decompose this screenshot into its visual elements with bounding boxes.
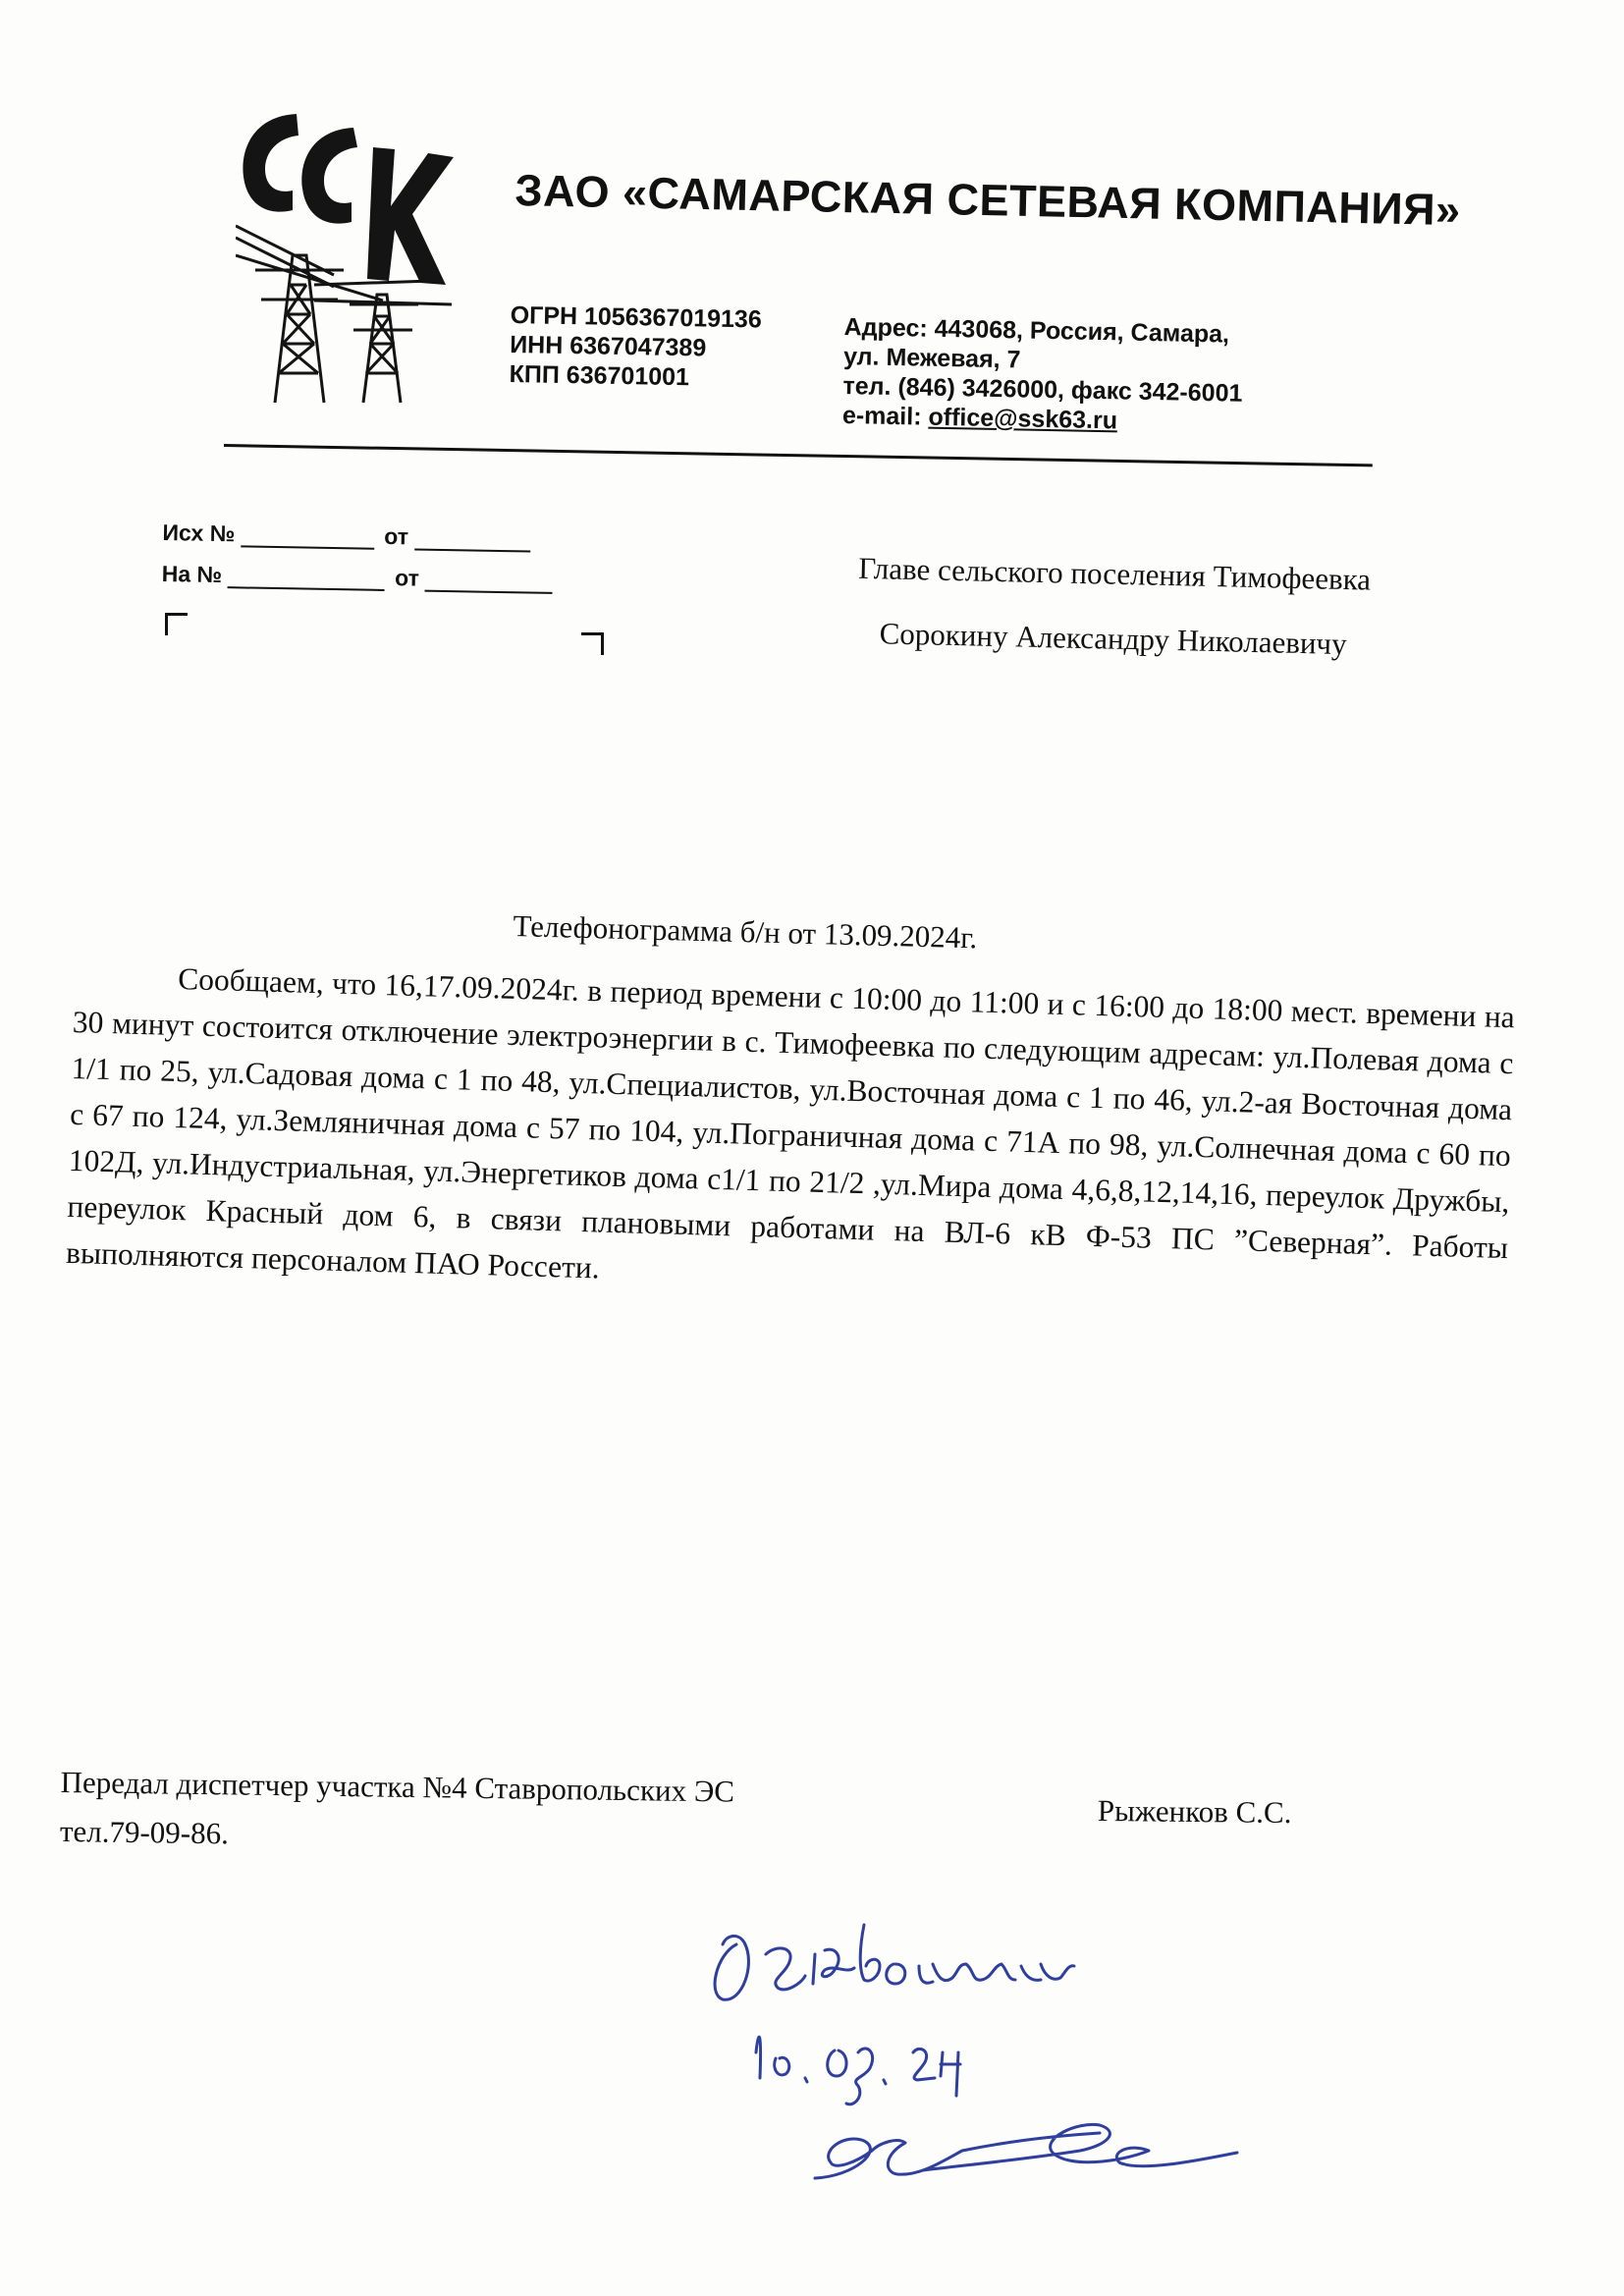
kpp: КПП 636701001 xyxy=(509,359,690,392)
handwritten-acknowledgement xyxy=(687,1886,1296,2210)
incoming-ref-row xyxy=(162,546,554,594)
outgoing-date-field xyxy=(414,526,530,552)
phone-fax: тел. (846) 3426000, факс 342-6001 xyxy=(842,371,1243,408)
outgoing-date-label: от xyxy=(384,522,409,550)
recipient-name: Сорокину Александру Николаевичу xyxy=(879,616,1348,662)
ogrn: ОГРН 1056367019136 xyxy=(510,301,762,334)
document-title: Телефонограмма б/н от 13.09.2024г. xyxy=(513,908,978,956)
recipient-block xyxy=(779,534,1449,679)
email-link[interactable]: office@ssk63.ru xyxy=(928,403,1118,435)
handwritten-acknowledged-note xyxy=(715,1925,1074,1999)
handwritten-date xyxy=(756,2037,960,2105)
inn: ИНН 6367047389 xyxy=(509,330,707,362)
address-line-1: Адрес: 443068, Россия, Самара, xyxy=(843,312,1230,349)
address-corner-mark-left xyxy=(165,613,188,635)
incoming-date-label: от xyxy=(394,565,420,591)
sender-block xyxy=(60,1758,735,1866)
address-corner-mark-right xyxy=(581,632,604,655)
signer-name: Рыженков С.С. xyxy=(1097,1793,1292,1831)
company-name: ЗАО «САМАРСКАЯ СЕТЕВАЯ КОМПАНИЯ» xyxy=(514,165,1462,236)
outgoing-number-field xyxy=(241,523,374,549)
incoming-date-field xyxy=(425,569,553,594)
reference-fields xyxy=(162,505,555,594)
header-divider xyxy=(224,444,1373,466)
handwritten-signature xyxy=(815,2124,1237,2178)
sender-phone: тел.79-09-86. xyxy=(59,1813,230,1851)
incoming-number-label: На № xyxy=(161,560,223,588)
outgoing-number-label: Исх № xyxy=(162,519,236,547)
company-requisites xyxy=(509,301,762,393)
sender-line: Передал диспетчер участка №4 Ставропольских ЭС xyxy=(60,1764,735,1809)
recipient-position: Главе сельского поселения Тимофеевка xyxy=(857,550,1372,597)
logo-lettering-image xyxy=(243,114,454,285)
address-line-2: ул. Межевая, 7 xyxy=(842,342,1021,374)
document-body: Сообщаем, что 16,17.09.2024г. в период времени с 10:00 до 11:00 и с 16:00 до 18:00 мест. времени на 30 минут состоится отключение электроэнергии в с. Тимофеевка по следующим адресам: ул.Полевая дома с 1/1 по 25, ул.Садовая дома с 1 по 48, ул.Специалистов, ул.Восточная дома с 1 по 46, ул.2-ая Восточная дома с 67 по 124, ул.Земляничная дома с 57 по 104, ул.Пограничная дома с 71А по 98, ул.Солнечная дома с 60 по 102Д, ул.Индустриальная, ул.Энергетиков дома с1/1 по 21/2 ,ул.Мира дома 4,6,8,12,14,16, переулок Дружбы, переулок Красный дом 6, в связи плановыми работами на ВЛ-6 кВ Ф-53 ПС ”Северная”. Работы выполняются персоналом ПАО Россети. xyxy=(65,961,1516,1285)
company-logo xyxy=(236,108,471,422)
incoming-number-field xyxy=(228,565,385,591)
email-label: e-mail: xyxy=(841,401,922,431)
company-contacts xyxy=(842,312,1244,438)
outgoing-ref-row xyxy=(162,505,554,553)
